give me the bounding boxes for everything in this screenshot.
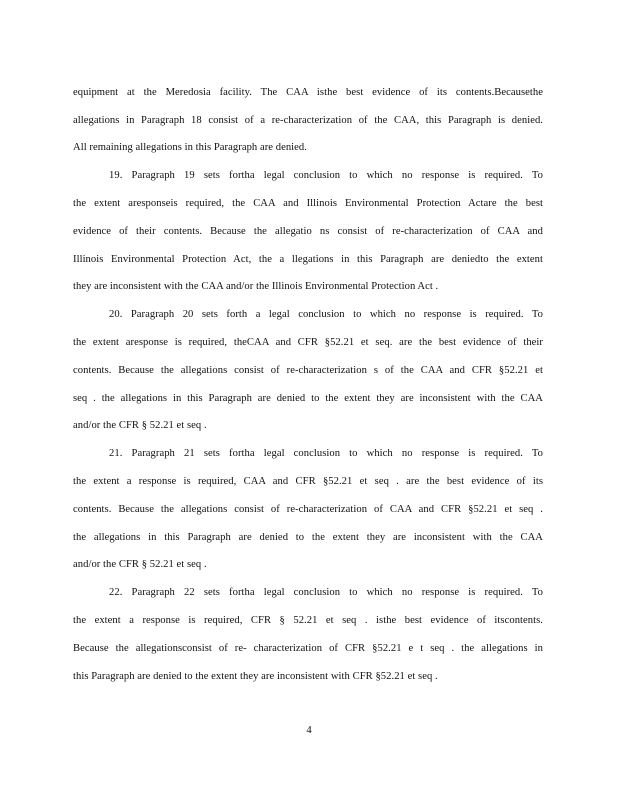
text-line: evidence of their contents. Because the allegatio ns consist of re-characterization of CAA and	[73, 226, 543, 237]
paragraph-22-start: 22. Paragraph 22 sets fortha legal conclusion to which no response is required. To	[109, 587, 543, 598]
text-line: and/or the CFR § 52.21 et seq .	[73, 420, 207, 431]
text-line: and/or the CFR § 52.21 et seq .	[73, 559, 207, 570]
text-line: the allegations in this Paragraph are denied to the extent they are inconsistent with the CAA	[73, 532, 543, 543]
text-line: the extent a response is required, CFR § 52.21 et seq . isthe best evidence of itscontents.	[73, 615, 543, 626]
page-number: 4	[306, 725, 312, 736]
text-line: All remaining allegations in this Paragraph are denied.	[73, 142, 307, 153]
text-line: equipment at the Meredosia facility. The CAA isthe best evidence of its contents.Becausethe	[73, 87, 543, 98]
text-line: this Paragraph are denied to the extent they are inconsistent with CFR §52.21 et seq .	[73, 671, 438, 682]
text-line: Because the allegationsconsist of re- characterization of CFR §52.21 e t seq . the allegations in	[73, 643, 543, 654]
text-line: contents. Because the allegations consist of re-characterization of CAA and CFR §52.21 et seq .	[73, 504, 543, 515]
text-line: they are inconsistent with the CAA and/or the Illinois Environmental Protection Act .	[73, 281, 439, 292]
text-line: contents. Because the allegations consist of re-characterization s of the CAA and CFR §52.21 et	[73, 365, 543, 376]
text-line: allegations in Paragraph 18 consist of a re-characterization of the CAA, this Paragraph is denied.	[73, 115, 543, 126]
paragraph-20-start: 20. Paragraph 20 sets forth a legal conclusion to which no response is required. To	[109, 309, 543, 320]
text-line: Illinois Environmental Protection Act, the a llegations in this Paragraph are deniedto the extent	[73, 254, 543, 265]
paragraph-19-start: 19. Paragraph 19 sets fortha legal conclusion to which no response is required. To	[109, 170, 543, 181]
text-line: the extent a response is required, CAA and CFR §52.21 et seq . are the best evidence of its	[73, 476, 543, 487]
text-line: the extent aresponse is required, theCAA and CFR §52.21 et seq. are the best evidence of their	[73, 337, 543, 348]
paragraph-21-start: 21. Paragraph 21 sets fortha legal conclusion to which no response is required. To	[109, 448, 543, 459]
text-line: the extent aresponseis required, the CAA and Illinois Environmental Protection Actare the best	[73, 198, 543, 209]
text-line: seq . the allegations in this Paragraph are denied to the extent they are inconsistent with the CAA	[73, 393, 543, 404]
